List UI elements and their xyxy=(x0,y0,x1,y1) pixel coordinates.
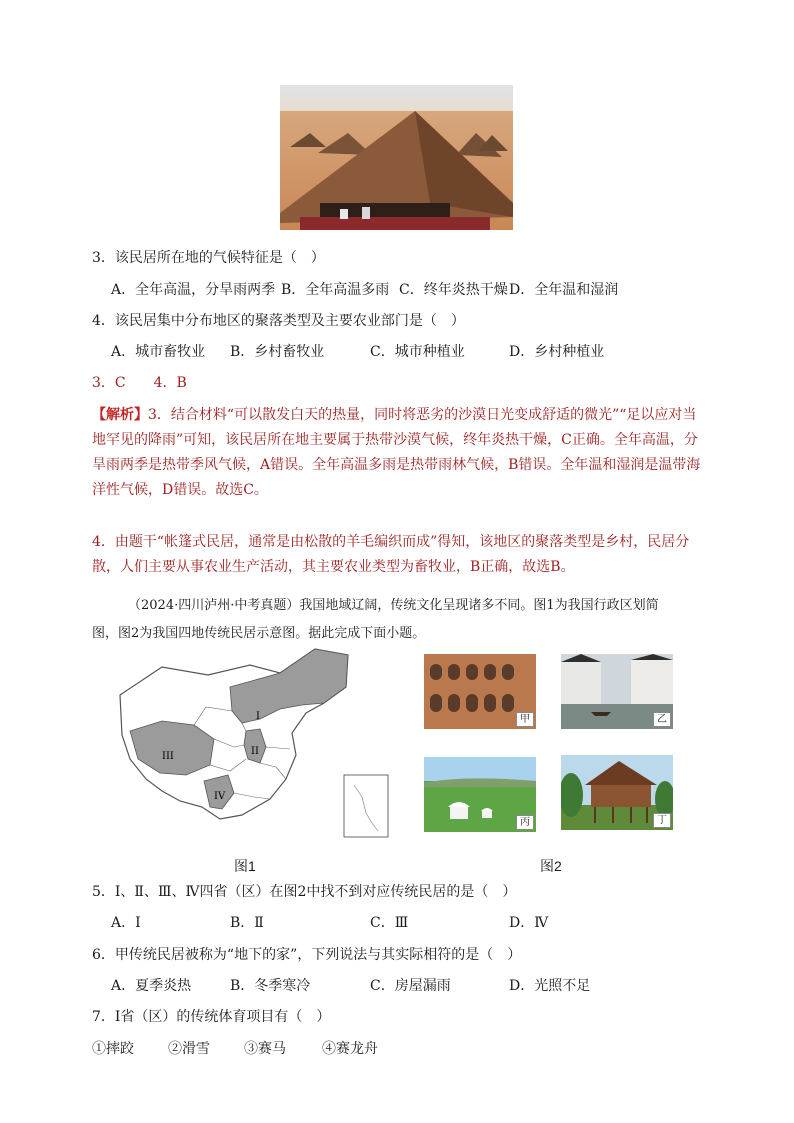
q5-option-d: D．Ⅳ xyxy=(509,915,549,931)
figure-2-caption: 图2 xyxy=(540,858,562,874)
q3-option-b: B．全年高温多雨 xyxy=(281,282,390,298)
q4-option-c: C．城市种植业 xyxy=(370,344,465,360)
q6-option-a: A．夏季炎热 xyxy=(111,978,192,994)
photo-tag-bing: 丙 xyxy=(516,815,534,830)
analysis-q3-text: 3．结合材料“可以散发白天的热量，同时将恶劣的沙漠日光变成舒适的微光”“足以应对当地罕见的降雨”可知，该民居所在地主要属于热带沙漠气候，终年炎热干燥，C正确。全年高温，分旱雨两季是热带季风气候，A错误。全年高温多雨是热带雨林气候，B错误。全年温和湿润是温带海洋性气候，D错误。故选C。 xyxy=(92,407,701,498)
q5-option-a: A．Ⅰ xyxy=(111,915,141,931)
region-label-3: III xyxy=(162,751,174,762)
photo-stilt-house xyxy=(561,755,673,830)
analysis-paragraph-2: 4．由题干“帐篷式民居，通常是由松散的羊毛编织而成”得知，该地区的聚落类型是乡村，民居分散，人们主要从事农业生产活动，其主要农业类型为畜牧业，B正确，故选B。 xyxy=(92,534,690,575)
q5-option-b: B．Ⅱ xyxy=(230,915,264,931)
photo-cave-dwelling xyxy=(424,654,536,729)
intro-line-1 xyxy=(128,596,659,616)
q6-option-c: C．房屋漏雨 xyxy=(370,978,451,994)
intro-text-1: 我国地域辽阔，传统文化呈现诸多不同。图1为我国行政区划简 xyxy=(299,598,659,613)
region-label-2: II xyxy=(251,746,259,757)
region-label-1: I xyxy=(256,711,260,722)
intro-source: （2024·四川泸州·中考真题） xyxy=(128,598,300,613)
desert-tent-photo xyxy=(280,85,513,230)
china-province-map xyxy=(110,647,400,847)
q7-item-1: ①摔跤 xyxy=(92,1041,134,1057)
q4-option-a: A．城市畜牧业 xyxy=(111,344,206,360)
question-4-stem: 4．该民居集中分布地区的聚落类型及主要农业部门是（ ） xyxy=(92,313,465,329)
q7-item-2: ②滑雪 xyxy=(168,1041,210,1057)
q6-option-d: D．光照不足 xyxy=(509,978,591,994)
question-5-stem: 5．Ⅰ、Ⅱ、Ⅲ、Ⅳ四省（区）在图2中找不到对应传统民居的是（ ） xyxy=(92,884,517,900)
intro-line-2: 图，图2为我国四地传统民居示意图。据此完成下面小题。 xyxy=(92,626,426,641)
region-label-4: IV xyxy=(214,791,226,802)
q6-option-b: B．冬季寒冷 xyxy=(230,978,311,994)
figure-1-caption: 图1 xyxy=(234,858,256,874)
photo-water-town xyxy=(561,654,673,729)
photo-tag-ding: 丁 xyxy=(653,813,671,828)
q3-option-a: A．全年高温，分旱雨两季 xyxy=(111,282,276,298)
question-6-stem: 6．甲传统民居被称为“地下的家”，下列说法与其实际相符的是（ ） xyxy=(92,947,522,963)
photo-tag-yi: 乙 xyxy=(653,712,671,727)
q5-option-c: C．Ⅲ xyxy=(370,915,409,931)
question-3-stem: 3．该民居所在地的气候特征是（ ） xyxy=(92,250,325,266)
answers: 3．C 4．B xyxy=(92,375,187,391)
q4-option-b: B．乡村畜牧业 xyxy=(230,344,325,360)
analysis-paragraph-1 xyxy=(92,403,707,503)
q7-item-4: ④赛龙舟 xyxy=(322,1041,378,1057)
photo-tag-jia: 甲 xyxy=(516,712,534,727)
photo-yurt-grassland xyxy=(424,757,536,832)
q4-option-d: D．乡村种植业 xyxy=(509,344,605,360)
q3-option-d: D．全年温和湿润 xyxy=(509,282,619,298)
q3-option-c: C．终年炎热干燥 xyxy=(399,282,508,298)
question-7-stem: 7．Ⅰ省（区）的传统体育项目有（ ） xyxy=(92,1009,331,1025)
q7-item-3: ③赛马 xyxy=(244,1041,286,1057)
analysis-tag: 【解析】 xyxy=(92,407,148,423)
